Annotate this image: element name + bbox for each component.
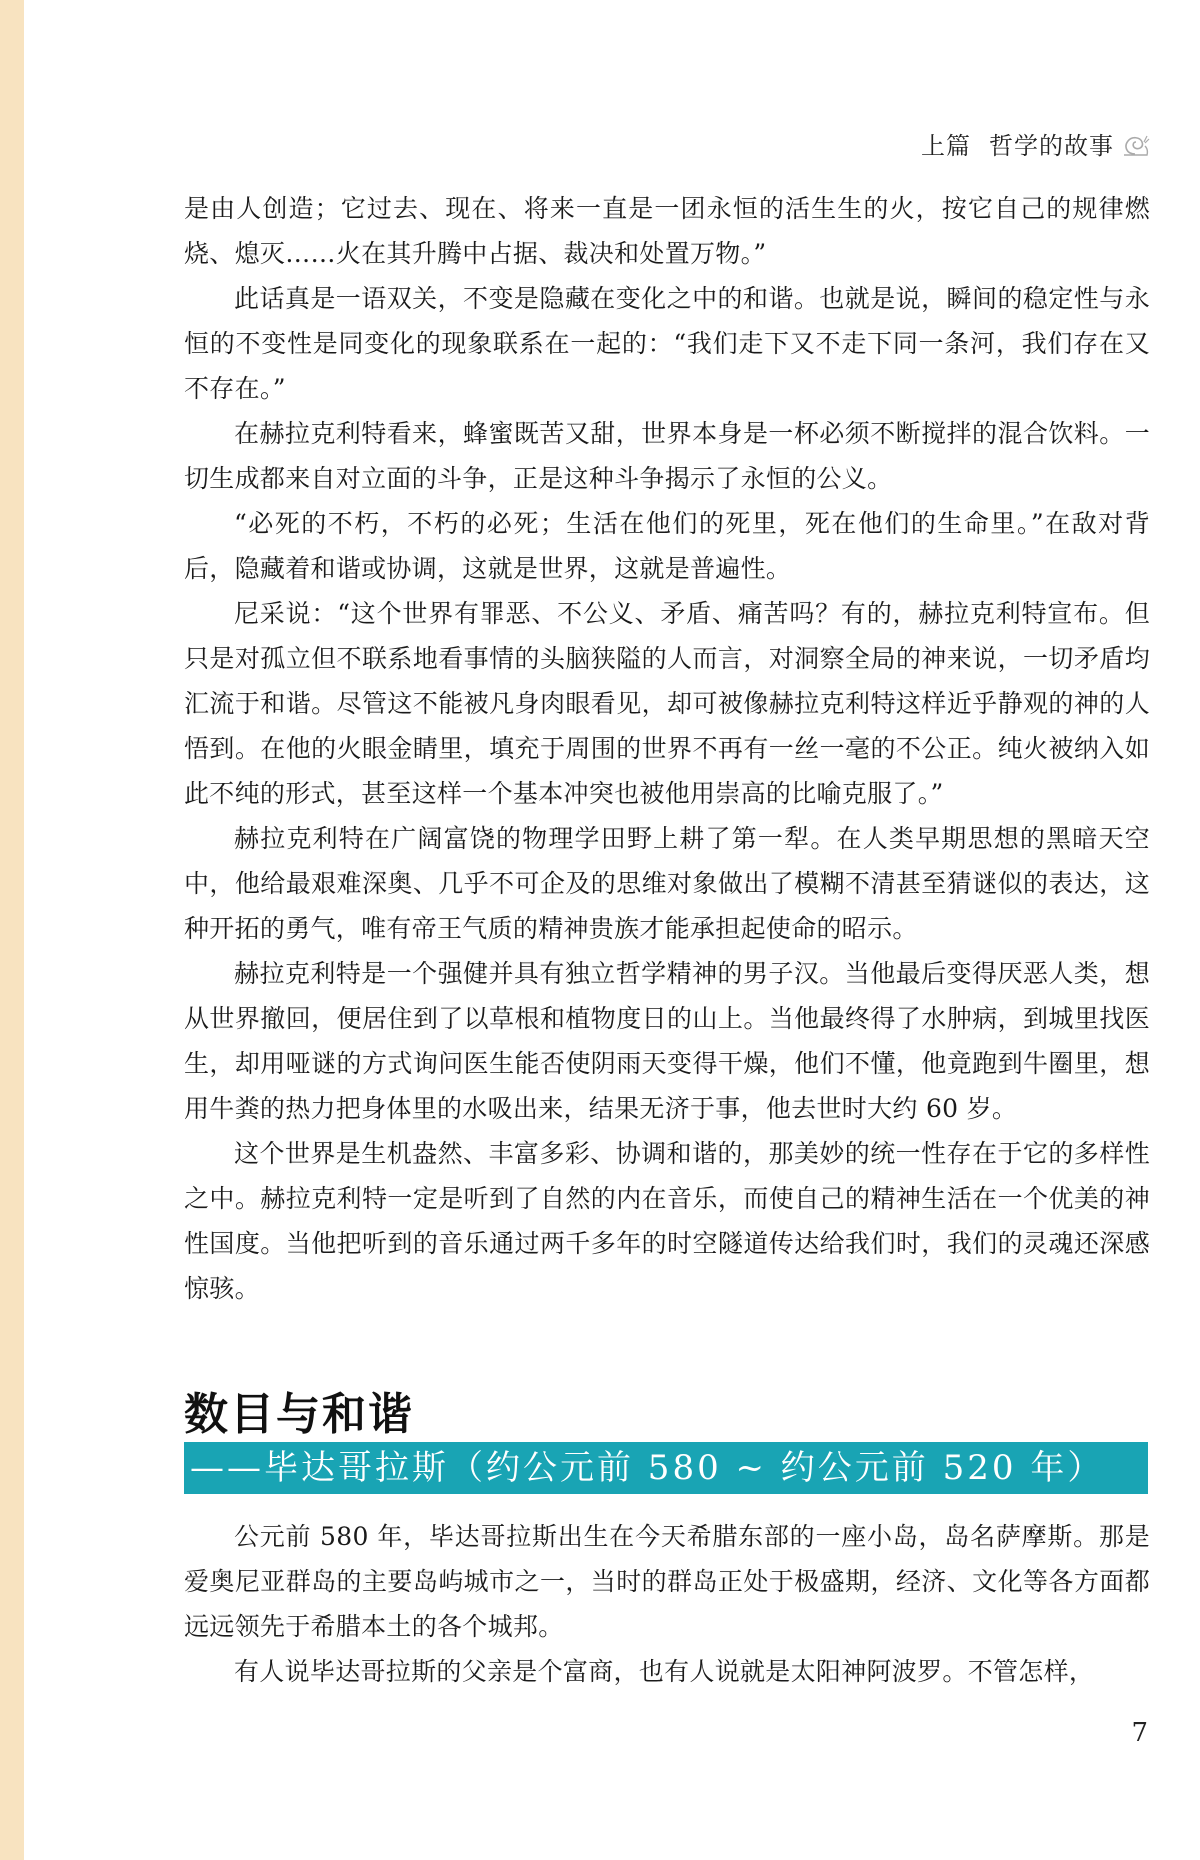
- section-subtitle: ——毕达哥拉斯（约公元前 580 ~ 约公元前 520 年）: [184, 1442, 1148, 1494]
- decorative-side-strip: [0, 0, 24, 1860]
- paragraph: 尼采说：“这个世界有罪恶、不公义、矛盾、痛苦吗？有的，赫拉克利特宣布。但只是对孤立但不联系地看事情的头脑狭隘的人而言，对洞察全局的神来说，一切矛盾均汇流于和谐。尽管这不能被凡身肉眼看见，却可被像赫拉克利特这样近乎静观的神的人悟到。在他的火眼金睛里，填充于周围的世界不再有一丝一毫的不公正。纯火被纳入如此不纯的形式，甚至这样一个基本冲突也被他用崇高的比喻克服了。”: [184, 599, 1150, 808]
- paragraph: 在赫拉克利特看来，蜂蜜既苦又甜，世界本身是一杯必须不断搅拌的混合饮料。一切生成都来自对立面的斗争，正是这种斗争揭示了永恒的公义。: [184, 419, 1150, 493]
- paragraph: 赫拉克利特在广阔富饶的物理学田野上耕了第一犁。在人类早期思想的黑暗天空中，他给最艰难深奥、几乎不可企及的思维对象做出了模糊不清甚至猜谜似的表达，这种开拓的勇气，唯有帝王气质的精神贵族才能承担起使命的昭示。: [184, 824, 1150, 943]
- section-body-text: [184, 1514, 1150, 1694]
- running-header: [921, 126, 1150, 161]
- paragraph: 赫拉克利特是一个强健并具有独立哲学精神的男子汉。当他最后变得厌恶人类，想从世界撤回，便居住到了以草根和植物度日的山上。当他最终得了水肿病，到城里找医生，却用哑谜的方式询问医生能否使阴雨天变得干燥，他们不懂，他竟跑到牛圈里，想用牛粪的热力把身体里的水吸出来，结果无济于事，他去世时大约 60 岁。: [184, 959, 1150, 1123]
- snail-icon: [1120, 130, 1150, 158]
- paragraph: 公元前 580 年，毕达哥拉斯出生在今天希腊东部的一座小岛，岛名萨摩斯。那是爱奥尼亚群岛的主要岛屿城市之一，当时的群岛正处于极盛期，经济、文化等各方面都远远领先于希腊本土的各个城邦。: [184, 1522, 1150, 1641]
- paragraph: 此话真是一语双关，不变是隐藏在变化之中的和谐。也就是说，瞬间的稳定性与永恒的不变性是同变化的现象联系在一起的：“我们走下又不走下同一条河，我们存在又不存在。”: [184, 284, 1150, 403]
- header-title: 哲学的故事: [989, 132, 1114, 160]
- paragraph: 有人说毕达哥拉斯的父亲是个富商，也有人说就是太阳神阿波罗。不管怎样，: [234, 1657, 1095, 1686]
- header-part: 上篇: [921, 132, 971, 160]
- paragraph: “必死的不朽，不朽的必死；生活在他们的死里，死在他们的生命里。”在敌对背后，隐藏着和谐或协调，这就是世界，这就是普遍性。: [184, 509, 1150, 583]
- page-number: 7: [1131, 1718, 1148, 1748]
- section-title: 数目与和谐: [184, 1389, 414, 1440]
- paragraph: 这个世界是生机盎然、丰富多彩、协调和谐的，那美妙的统一性存在于它的多样性之中。赫拉克利特一定是听到了自然的内在音乐，而使自己的精神生活在一个优美的神性国度。当他把听到的音乐通过两千多年的时空隧道传达给我们时，我们的灵魂还深感惊骇。: [184, 1139, 1150, 1303]
- body-text: [184, 186, 1150, 1311]
- paragraph: 是由人创造；它过去、现在、将来一直是一团永恒的活生生的火，按它自己的规律燃烧、熄灭……火在其升腾中占据、裁决和处置万物。”: [184, 194, 1150, 268]
